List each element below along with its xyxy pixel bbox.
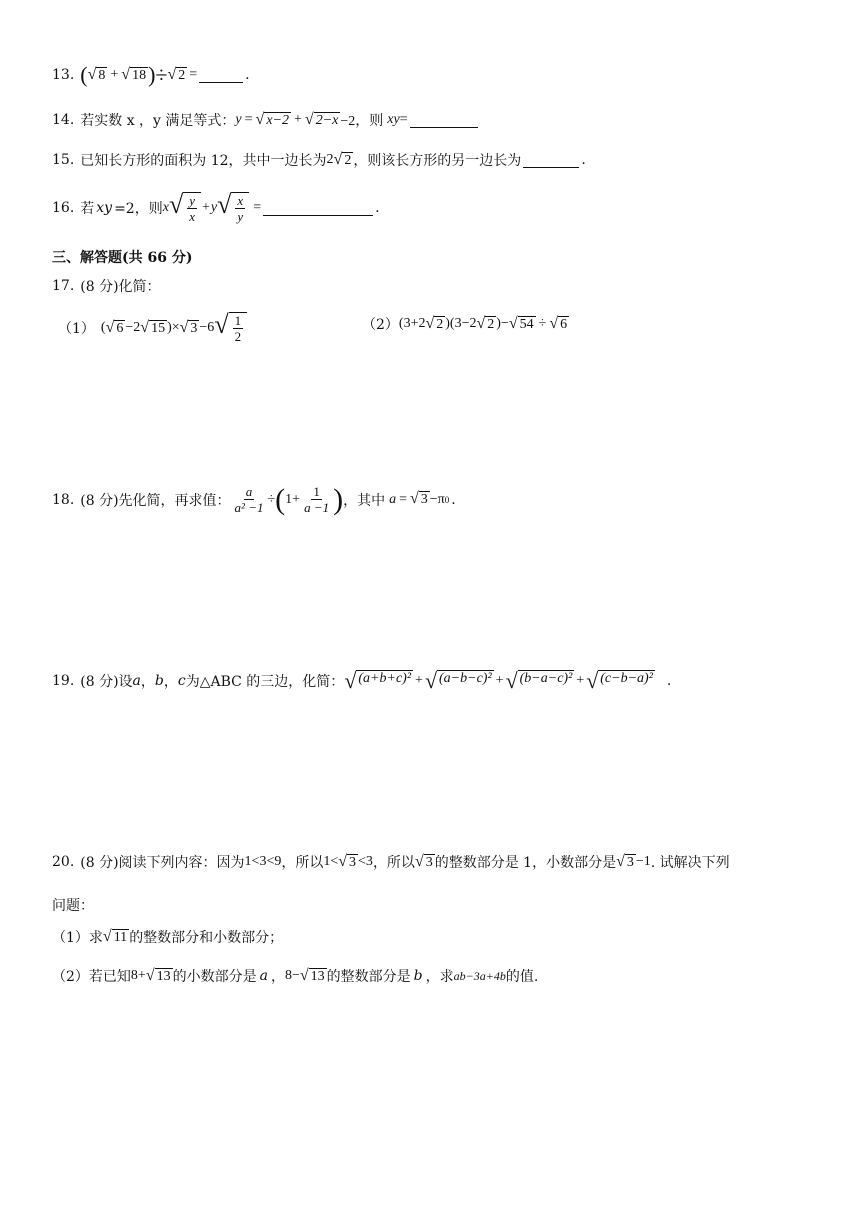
q14-text: 若实数 x ，y 满足等式： bbox=[80, 113, 236, 129]
q17-part-1: （1） ( √ 6 −2 √ 15 )× √ 3 −6 √ $\frac{1}{2}$ bbox=[58, 312, 247, 344]
q20-part-1: （1）求 √ 11 的整数部分和小数部分； bbox=[52, 927, 284, 946]
q14-number: 14. bbox=[52, 112, 75, 128]
question-18: 18. (8 分)先化简，再求值： $\frac{a}{\text{a² −1}}$ ÷ ( 1+ $\frac{1}{a -1}$ ) ，其中 a = √ 3 −π 0 . bbox=[52, 482, 456, 516]
q15-number: 15. bbox=[52, 152, 75, 168]
question-13: 13. ( √ 8 + √ 18 )÷ √ 2 = . bbox=[52, 62, 250, 87]
sqrt-18: √ 18 bbox=[121, 65, 147, 83]
q15-text: 已知长方形的面积为 12，共中一边长为 bbox=[80, 153, 327, 169]
sqrt-2: √ 2 bbox=[167, 65, 186, 83]
q19-expression: √ (a+b+c)² + √ (a−b−c)² + √ (b−a−c)² + √ (c−b−a)² bbox=[344, 668, 653, 693]
section-title: 三、解答题(共 66 分) bbox=[52, 250, 193, 266]
question-17: 17. (8 分)化简： bbox=[52, 278, 161, 295]
q20-line-2: 问题： bbox=[52, 898, 94, 914]
answer-blank[interactable] bbox=[199, 68, 243, 83]
q16-expression: x √ $\frac{y}{x}$ + y √ $\frac{x}{y}$ = bbox=[162, 190, 262, 224]
q16-number: 16. bbox=[52, 200, 75, 216]
q13-expression: ( √ 8 + √ 18 )÷ √ 2 = bbox=[80, 62, 198, 87]
q17-part-2: （2） (3+2 √ 2 )(3−2 √ 2 )− √ 54 ÷ √ 6 bbox=[362, 314, 568, 333]
question-19: 19. (8 分)设 a ， b ， c 为△ABC 的三边，化简： √ (a+b+c)² + √ (a−b−c)² + √ (b−a−c)² + √ (c−b−a)² . bbox=[52, 668, 672, 693]
answer-blank[interactable] bbox=[410, 113, 478, 128]
question-15: 15. 已知长方形的面积为 12，共中一边长为 2 √ 2 ，则该长方形的另一边长为 . bbox=[52, 150, 586, 169]
q18-expression: $\frac{a}{\text{a² −1}}$ ÷ ( 1+ $\frac{1}{a -1}$ ) bbox=[234, 482, 344, 516]
sqrt-8: √ 8 bbox=[87, 65, 106, 83]
question-20: 20. (8 分)阅读下列内容：因为 1<3<9 ，所以 1< √ 3 <3 ，所以 √ 3 的整数部分是 1，小数部分是 √ 3 −1 . 试解决下列 bbox=[52, 852, 730, 871]
q13-number: 13. bbox=[52, 67, 75, 83]
q14-expression: y = √ x−2 + √ 2−x −2，则 xy = bbox=[235, 110, 408, 129]
answer-blank[interactable] bbox=[523, 153, 579, 168]
question-16: 16. 若 xy =2，则 x √ $\frac{y}{x}$ + y √ $\frac{x}{y}$ = . bbox=[52, 190, 380, 224]
q20-part-2: （2）若已知 8+ √ 13 的小数部分是 a ， 8− √ 13 的整数部分是 b ，求 ab−3a+4b 的值. bbox=[52, 966, 539, 985]
question-14 bbox=[52, 110, 480, 130]
answer-blank[interactable] bbox=[263, 201, 373, 216]
